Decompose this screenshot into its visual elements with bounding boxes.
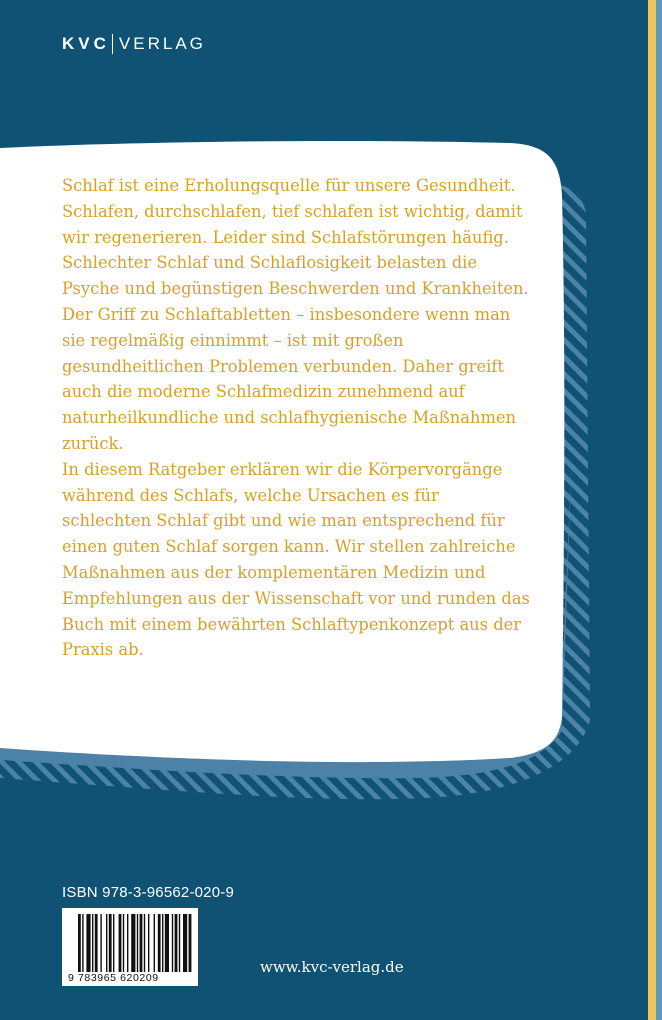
barcode-digits: 9 783965 620209 (68, 972, 159, 984)
isbn-number: ISBN 978-3-96562-020-9 (62, 884, 235, 901)
publisher-brand: KVC (62, 34, 110, 53)
website-url: www.kvc-verlag.de (260, 958, 404, 976)
blurb-paragraph-1: Schlaf ist eine Erholungsquelle für unsere Gesundheit. Schlafen, durchschlafen, tief schlafen ist wichtig, damit wir regenerieren. Leider sind Schlafstörungen häufig. Schlechter Schlaf und Schlaflosigkeit belasten die Psyche und begünstigen Beschwerden und Krankheiten. Der Griff zu Schlaftabletten – insbesondere wenn man sie regelmäßig einnimmt – ist mit großen gesundheitlichen Problemen verbunden. Daher greift auch die moderne Schlafmedizin zunehmend auf naturheilkundliche und schlafhygienische Maßnahmen zurück. (62, 176, 529, 453)
barcode (62, 908, 198, 986)
blurb-text (62, 173, 532, 663)
blurb-paragraph-2: In diesem Ratgeber erklären wir die Körpervorgänge während des Schlafs, welche Ursachen es für schlechten Schlaf gibt und wie man entsprechend für einen guten Schlaf sorgen kann. Wir stellen zahlreiche Maßnahmen aus der komplementären Medizin und Empfehlungen aus der Wissenschaft vor und runden das Buch mit einem bewährten Schlaftypenkonzept aus der Praxis ab. (62, 459, 530, 660)
publisher-name: VERLAG (118, 34, 206, 53)
